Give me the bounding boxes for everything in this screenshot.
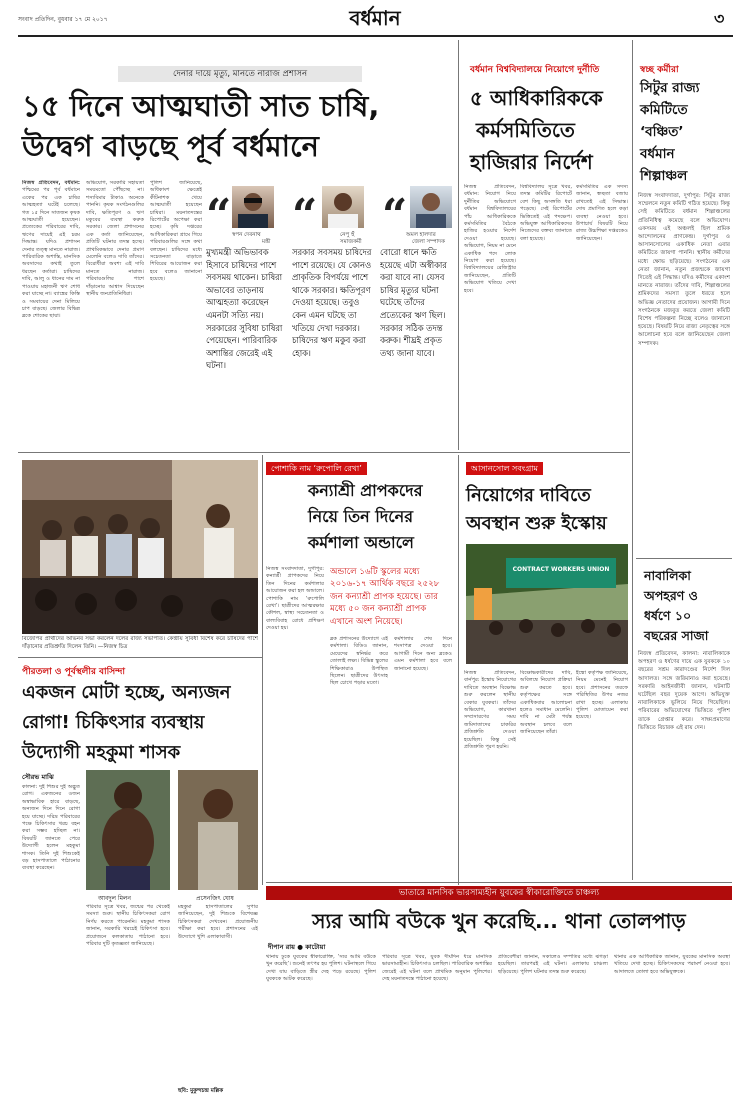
meeting-photo <box>22 460 258 634</box>
university-body-2: বিশ্ববিদ্যালয় সূত্রে খবর, তদন্ত কমিটির রিপোর্টে বেশ কিছু অসঙ্গতি ধরা পড়েছে। সেই রিপোর্টের ভিত্তিতেই এই পদক্ষেপ। অভিযুক্ত আধিকারিকদের নিজেদের বক্তব্য জানাতে বলা হয়েছে। <box>520 184 572 242</box>
asansol-body-1: নিজস্ব প্রতিবেদন, বার্নপুর: ইস্কোয় নিয়োগের দাবিতে অবস্থান বিক্ষোভ শুরু করলেন স্থানীয় বেকার যুবকরা। তাঁদের অভিযোগ, কারখানা সম্প্রসারণের সময় জমিদাতাদের চাকরির প্রতিশ্রুতি দেওয়া হয়েছিল। কিন্তু সেই প্রতিশ্রুতি পূরণ হয়নি। <box>464 670 516 751</box>
murder-body-4: থানার এক আধিকারিক জানান, যুবকের মানসিক অবস্থা খতিয়ে দেখা হচ্ছে। চিকিৎসকদের পরামর্শ নেওয়া হবে। আদালতে তোলা হবে অভিযুক্তকে। <box>614 954 730 975</box>
quote-role-2: সমাজকর্মী <box>340 239 362 245</box>
lead-body-2: অভিযোগ, সরকারি সহায়তা সময়মতো পৌঁছচ্ছে না। শস্যবিমার টাকাও অনেকে পাননি। কৃষক সংগঠনগুলির দাবি, ক্ষতিপূরণ ও ঋণ মকুবের ব্যবস্থা করুক সরকার। জেলা প্রশাসনের এক কর্তা জানিয়েছেন, প্রতিটি ঘটনার তদন্ত হচ্ছে। প্রাথমিকভাবে দেনার প্রমাণ মেলেনি বলেও দাবি তাঁদের। বিরোধীরা অবশ্য এই দাবি মানতে নারাজ। পরিবারগুলির পাশে দাঁড়ানোর আশ্বাস দিয়েছেন স্থানীয় জনপ্রতিনিধিরা। <box>86 180 144 298</box>
lead-headline-2: উদ্বেগ বাড়ছে পূর্ব বর্ধমানে <box>22 129 319 163</box>
murder-body-2: পরিবার সূত্রে খবর, যুবক দীর্ঘদিন ধরে মানসিক ভারসাম্যহীন। চিকিৎসাও চলছিল। পারিবারিক অশান্তির জেরেই এই ঘটনা বলে প্রাথমিক অনুমান পুলিশের। দেহ ময়নাতদন্তে পাঠানো হয়েছে। <box>382 954 492 983</box>
health-headline-3: উদ্যোগী মহকুমা শাসক <box>22 742 181 763</box>
health-body-col-3 <box>178 904 258 1084</box>
asansol-headline-1: নিয়োগের দাবিতে <box>466 485 591 506</box>
sidebar-divider <box>636 558 732 559</box>
health-body-1: কালনা: দুই শিশুর দুই অদ্ভুত রোগ। একজনের ওজন অস্বাভাবিক হারে বাড়ছে, অন্যজন দিনে দিনে রোগা হয়ে যাচ্ছে। দরিদ্র পরিবারের পক্ষে চিকিৎসার খরচ বহন করা সম্ভব হচ্ছিল না। বিষয়টি জানতে পেরে উদ্যোগী হলেন মহকুমা শাসক। তিনি দুই শিশুকেই বড় হাসপাতালে পাঠানোর ব্যবস্থা করেছেন। <box>22 784 80 872</box>
page-number: ৩ <box>714 9 725 28</box>
kanyashree-headline-3: কর্মশালা অন্ডালে <box>308 533 414 552</box>
minor-headline-1: নাবালিকা <box>644 568 691 583</box>
asansol-body-2: বিক্ষোভকারীদের দাবি, অবিলম্বে নিয়োগ প্রক্রিয়া শুরু করতে হবে। কর্তৃপক্ষের সঙ্গে একাধিকবার আলোচনা হলেও সমাধান মেলেনি। দাবি না মেটা পর্যন্ত অবস্থান চলবে বলে জানিয়েছেন তাঁরা। <box>520 670 572 736</box>
health-body-3: মহকুমা হাসপাতালের সুপার জানিয়েছেন, দুই শিশুকে বিশেষজ্ঞ চিকিৎসকরা দেখবেন। প্রয়োজনীয় পরীক্ষা করা হবে। প্রশাসনের এই উদ্যোগে খুশি এলাকাবাসী। <box>178 904 258 940</box>
sidebar-body: নিজস্ব সংবাদদাতা, দুর্গাপুর: সিটুর রাজ্য সম্মেলনে নতুন কমিটি গঠিত হয়েছে। কিন্তু সেই কমিটিতে বর্ধমান শিল্পাঞ্চলের প্রতিনিধিত্ব কমেছে বলে অভিযোগ। একসময় এই অঞ্চলই ছিল শ্রমিক আন্দোলনের প্রাণকেন্দ্র। দুর্গাপুর ও আসানসোলের একাধিক নেতা এবার কমিটিতে জায়গা পাননি। স্থানীয় কর্মীদের মধ্যে ক্ষোভ ছড়িয়েছে। সংগঠনের এক নেতা জানান, নতুন প্রজন্মকে জায়গা দিতেই এই সিদ্ধান্ত। যদিও কর্মীদের একাংশ মানতে নারাজ। তাঁদের দাবি, শিল্পাঞ্চলের শ্রমিকদের সমস্যা তুলে ধরতে হলে অভিজ্ঞ নেতাদের প্রয়োজন। আগামী দিনে সংগঠনকে মজবুত করতে জেলা কমিটি বিশেষ পরিকল্পনা নিচ্ছে বলেও জানানো হয়েছে। বিষয়টি নিয়ে রাজ্য নেতৃত্বের সঙ্গে আলোচনা হবে বলে জানিয়েছেন জেলা সম্পাদক। <box>638 193 730 347</box>
column-rule-mid <box>262 455 263 885</box>
university-headline-1: ৫ আধিকারিককে <box>470 86 603 110</box>
quote-text-2: সরকার সবসময় চাষিদের পাশে রয়েছে। যে কোনও প্রাকৃতিক বিপর্যয়ে পাশে থাকে সরকার। ক্ষতিপূরণ দেওয়া হয়েছে। তবুও কেন এমন ঘটছে তা খতিয়ে দেখা দরকার। চাষিদের ঋণ মকুব করা হোক। <box>292 247 372 358</box>
minor-headline-2: অপহরণ ও <box>644 588 698 603</box>
quote-name-2: নেপু হুঁ <box>340 232 355 238</box>
university-body-col-3 <box>576 184 628 444</box>
university-body-1: নিজস্ব প্রতিবেদন, বর্ধমান: নিয়োগ নিয়ে দুর্নীতির অভিযোগে বর্ধমান বিশ্ববিদ্যালয়ের পাঁচ আধিকারিককে কর্মসমিতির বৈঠকে হাজির হওয়ার নির্দেশ দেওয়া হয়েছে। অভিযোগ, নিয়ম না মেনে একাধিক পদে লোক নিয়োগ করা হয়েছে। বিশ্ববিদ্যালয়ের রেজিস্ট্রার জানিয়েছেন, প্রতিটি অভিযোগ খতিয়ে দেখা হবে। <box>464 184 516 294</box>
health-photo-credit: ছবি: মুকুন্দচন্দ্র মল্লিক <box>178 1088 224 1094</box>
health-body-col-2 <box>86 904 170 1084</box>
quote-role-1: মন্ত্রী <box>262 239 271 245</box>
asansol-body-col-3 <box>576 670 628 876</box>
health-headline-1: একজন মোটা হচ্ছে, অন্যজন <box>22 682 231 703</box>
health-body-2: পরিবার সূত্রে খবর, জন্মের পর থেকেই সমস্যা শুরু। স্থানীয় চিকিৎসকরা রোগ নির্ণয় করতে পারেননি। মহকুমা শাসক জানান, সরকারি খরচেই চিকিৎসা হবে। প্রয়োজনে কলকাতায় পাঠানো হবে। পরিবার দুটি কৃতজ্ঞতা জানিয়েছে। <box>86 904 170 948</box>
kanyashree-kicker-text: পোশাকি নাম ‘রুপোলি রেখা’ <box>271 464 362 473</box>
university-body-3: কর্মসমিতির এক সদস্য জানান, স্বচ্ছতা বজায় রাখতেই এই সিদ্ধান্ত। দোষ প্রমাণিত হলে কড়া ব্যবস্থা নেওয়া হবে। উপাচার্য বিষয়টি নিয়ে রাজ্য উচ্চশিক্ষা দপ্তরকেও জানিয়েছেন। <box>576 184 628 242</box>
murder-body-col-3 <box>498 954 608 1096</box>
lead-kicker <box>118 66 362 82</box>
sidebar-headline-4: বর্ধমান <box>640 146 675 162</box>
quote-photo-1 <box>232 186 274 228</box>
sidebar-headline-2: কমিটিতে <box>640 102 688 118</box>
health-body-col-1 <box>22 784 80 1096</box>
asansol-body-col-2 <box>520 670 572 876</box>
lead-body-col-3 <box>150 180 202 450</box>
lead-bottom-rule <box>18 452 630 453</box>
murder-body-col-2 <box>382 954 492 1096</box>
lead-body-col-1 <box>22 180 80 450</box>
university-headline-3: হাজিরার নির্দেশ <box>470 150 593 174</box>
university-kicker: বর্ধমান বিশ্ববিদ্যালয়ে নিয়োগে দুর্নীতি <box>470 65 600 75</box>
quote-mark-2: “ <box>292 190 318 241</box>
masthead-date: সংবাদ প্রতিদিন, বুধবার ১৭ মে ২০১৭ <box>18 16 108 23</box>
lead-kicker-text: দেনার দায়ে মৃত্যু, মানতে নারাজ প্রশাসন <box>172 69 308 79</box>
kanyashree-body-3: কর্মশালার শেষ দিনে শংসাপত্র দেওয়া হবে। আগামী দিনে অন্য ব্লকেও এমন কর্মশালা হবে বলে জানানো হয়েছে। <box>394 636 452 672</box>
kanyashree-body-col-2 <box>330 636 388 876</box>
quote-text-1: মুখ্যমন্ত্রী অভিভাবক হিসাবে চাষিদের পাশে সবসময় থাকেন। চাষিরা অভাবের তাড়নায় আত্মহত্যা করেছেন এমনটা সত্যি নয়। সরকারের সুবিধা চাষিরা পেয়েছেন। পারিবারিক অশান্তির জেরেই এই ঘটনা। <box>206 247 283 371</box>
university-body-col-1 <box>464 184 516 444</box>
quote-role-3: জেলা সম্পাদক <box>412 239 445 245</box>
kanyashree-body-2: ব্লক প্রশাসনের উদ্যোগে এই কর্মশালা। বিডিও জানান, মেয়েদের স্বনির্ভর করে তোলাই লক্ষ্য। বিভিন্ন স্কুলের শিক্ষিকারাও উপস্থিত ছিলেন। ছাত্রীদের উৎসাহ ছিল চোখে পড়ার মতো। <box>330 636 388 687</box>
sidebar-headline-5: শিল্পাঞ্চল <box>640 168 688 184</box>
murder-body-1: থানায় ঢুকে যুবকের স্বীকারোক্তি, ‘স্যর আমি বউকে খুন করেছি’। শুনেই তৎপর হয় পুলিশ। ঘটনাস্থলে গিয়ে দেখা যায় বাড়িতে স্ত্রীর দেহ পড়ে রয়েছে। পুলিশ যুবককে আটক করেছে। <box>266 954 376 983</box>
lead-dateline: নিজস্ব প্রতিবেদন, বর্ধমান: <box>22 180 80 186</box>
quote-photo-3 <box>410 186 452 228</box>
sidebar-headline-3: ‘বঞ্চিত’ <box>640 124 684 140</box>
boy-photo-2-caption: প্রসেনজিৎ ঘোষ <box>196 895 234 902</box>
murder-body-3: প্রতিবেশীরা জানান, সকালেও দম্পতির মধ্যে ঝগড়া হয়েছিল। তারপরই এই ঘটনা। এলাকায় চাঞ্চল্য ছড়িয়েছে। পুলিশ ঘটনার তদন্ত শুরু করেছে। <box>498 954 608 975</box>
health-byline: সৌরভ মাঝি <box>22 773 54 781</box>
quote-photo-2 <box>322 186 364 228</box>
lead-body-1: পশ্চিমের পর পূর্ব বর্ধমানে একের পর এক চাষির আত্মহত্যা ঘটেই চলেছে। গত ১৫ দিনে সাতজন কৃষক আত্মঘাতী হয়েছেন। প্রত্যেকের পরিবারের দাবি, ঋণের দায়েই এই চরম সিদ্ধান্ত। যদিও প্রশাসন দেনার তত্ত্ব মানতে নারাজ। পারিবারিক অশান্তি, মানসিক অবসাদের কথাই তুলে ধরছেন কর্তারা। চাষিদের দাবি, আলু ও ধানের দাম না পাওয়ায় মহাজনী ঋণ শোধ করা যাচ্ছে না। ব্যাঙ্কের কিস্তি ও সমবায়ের দেনা মিলিয়ে চাপ বাড়ছে। জেলার বিভিন্ন ব্লকে শোকের ছায়া। <box>22 187 80 320</box>
kanyashree-headline-2: নিয়ে তিন দিনের <box>308 507 414 526</box>
kanyashree-body-col-1 <box>266 566 324 876</box>
masthead-rule <box>18 35 733 37</box>
minor-headline-3: ধর্ষণে ১০ <box>644 608 692 623</box>
university-headline-2: কর্মসমিতিতে <box>476 118 575 142</box>
kanyashree-body-1: নিজস্ব সংবাদদাতা, দুর্গাপুর: কন্যাশ্রী প্রাপকদের নিয়ে তিন দিনের কর্মশালার আয়োজন করা হল অন্ডালে। পোশাকি নাম ‘রুপোলি রেখা’। ছাত্রীদের আত্মরক্ষার কৌশল, স্বাস্থ্য সচেতনতা ও বাল্যবিবাহ রোধে প্রশিক্ষণ দেওয়া হয়। <box>266 566 324 632</box>
murder-kicker <box>266 886 732 900</box>
lead-body-3: পুলিশ জানিয়েছে, অধিকাংশ ক্ষেত্রেই কীটনাশক খেয়ে আত্মঘাতী হয়েছেন চাষিরা। ময়নাতদন্তের রিপোর্টের অপেক্ষা করা হচ্ছে। কৃষি দপ্তরের আধিকারিকরা গ্রামে গিয়ে পরিবারগুলির সঙ্গে কথা বলছেন। চাষিদের মধ্যে সচেতনতা বাড়াতে শিবিরের আয়োজন করা হবে বলেও জানানো হয়েছে। <box>150 180 202 283</box>
quote-mark-1: “ <box>206 190 232 241</box>
quote-text-3: বোরো ধানে ক্ষতি হয়েছে এটা অস্বীকার করা যাবে না। যেসব চাষির মৃত্যুর ঘটনা ঘটেছে তাঁদের প্রত্যেকের ঋণ ছিল। সরকার সঠিক তদন্ত করুক। শীঘ্রই প্রকৃত তথ্য জানা যাবে। <box>380 247 447 358</box>
kanyashree-kicker <box>266 462 367 475</box>
health-kicker: পীরতলা ও পূর্বস্থলীর বাসিন্দা <box>22 667 126 677</box>
asansol-kicker <box>466 462 543 475</box>
photo-bottom-rule <box>18 657 262 658</box>
university-body-col-2 <box>520 184 572 444</box>
murder-headline: স্যর আমি বউকে খুন করেছি... থানা তোলপাড় <box>312 909 686 933</box>
meeting-photo-caption: বিজেপির প্রার্থীদের অভিনব সভা করলেন দলের রাজ্য সভাপতি। কেন্দ্রীয় সুবিধা বিশেষ করে চাষিদের পাশে দাঁড়ানোর প্রতিশ্রুতি দিলেন তিনি। —নিজস্ব চিত্র <box>22 636 258 650</box>
quote-mark-3: “ <box>382 190 408 241</box>
asansol-body-3: ইস্কো কর্তৃপক্ষ জানিয়েছে, নিয়ম মেনেই নিয়োগ হবে। প্রশাসনের তরফে পরিস্থিতির উপর নজর রাখা হচ্ছে। এলাকায় পুলিশ মোতায়েন করা হয়েছে। <box>576 670 628 721</box>
lead-headline-1: ১৫ দিনে আত্মঘাতী সাত চাষি, <box>22 89 380 123</box>
murder-kicker-text: ভাতারে মানসিক ভারসাম্যহীন যুবকের স্বীকারোক্তিতে চাঞ্চল্য <box>398 888 600 898</box>
sidebar-headline-1: সিটুর রাজ্য <box>640 80 700 96</box>
asansol-body-col-1 <box>464 670 516 876</box>
boy-photo-1 <box>86 770 170 890</box>
asansol-headline-2: অবস্থান শুরু ইস্কোয় <box>466 513 607 534</box>
sidebar-kicker: স্বচ্ছ কর্মীরা <box>640 65 679 75</box>
protest-banner-text: CONTRACT WORKERS UNION <box>512 566 610 573</box>
column-rule-lower <box>458 455 459 885</box>
quote-name-3: অমল হালদার <box>406 232 436 238</box>
murder-body-col-4 <box>614 954 730 1096</box>
murder-top-rule <box>266 882 732 883</box>
protest-photo <box>466 544 628 664</box>
kanyashree-body-col-3 <box>394 636 452 876</box>
kanyashree-headline-1: কন্যাশ্রী প্রাপকদের <box>308 481 423 500</box>
boy-photo-1-caption: আবদুল মিলন <box>98 895 131 902</box>
boy-photo-2 <box>178 770 258 890</box>
minor-headline-4: বছরের সাজা <box>644 628 709 643</box>
murder-byline: দীপান রায় ● কাটোয়া <box>268 943 326 951</box>
minor-body: নিজস্ব প্রতিবেদন, কালনা: নাবালিকাকে অপহরণ ও ধর্ষণের দায়ে এক যুবককে ১০ বছরের সশ্রম কারাদণ্ডের নির্দেশ দিল আদালত। সঙ্গে জরিমানাও করা হয়েছে। সরকারি আইনজীবী জানান, ঘটনাটি ঘটেছিল বছর দুয়েক আগে। অভিযুক্ত নাবালিকাকে ভুলিয়ে নিয়ে গিয়েছিল। পরিবারের অভিযোগের ভিত্তিতে পুলিশ তাকে গ্রেপ্তার করে। সাক্ষ্যপ্রমাণের ভিত্তিতে বিচারক এই রায় দেন। <box>638 651 730 731</box>
murder-body-col-1 <box>266 954 376 1096</box>
lead-body-col-2 <box>86 180 144 450</box>
kanyashree-box: অন্ডালে ১৬টি স্কুলের মধ্যে ২০১৬-১৭ আর্থিক বছরে ২৫২৮ জন কন্যাশ্রী প্রাপক হয়েছে। তার মধ্যে ৫০ জন কন্যাশ্রী প্রাপক এখানে অংশ নিয়েছে। <box>330 567 440 627</box>
quote-name-1: স্বপন দেবনাথ <box>232 232 261 238</box>
column-rule-side <box>632 40 633 880</box>
masthead-title: বর্ধমান <box>349 6 401 30</box>
health-headline-2: রোগা! চিকিৎসার ব্যবস্থায় <box>22 712 205 733</box>
asansol-kicker-text: আসানসোল সবংগ্রাম <box>471 464 538 473</box>
